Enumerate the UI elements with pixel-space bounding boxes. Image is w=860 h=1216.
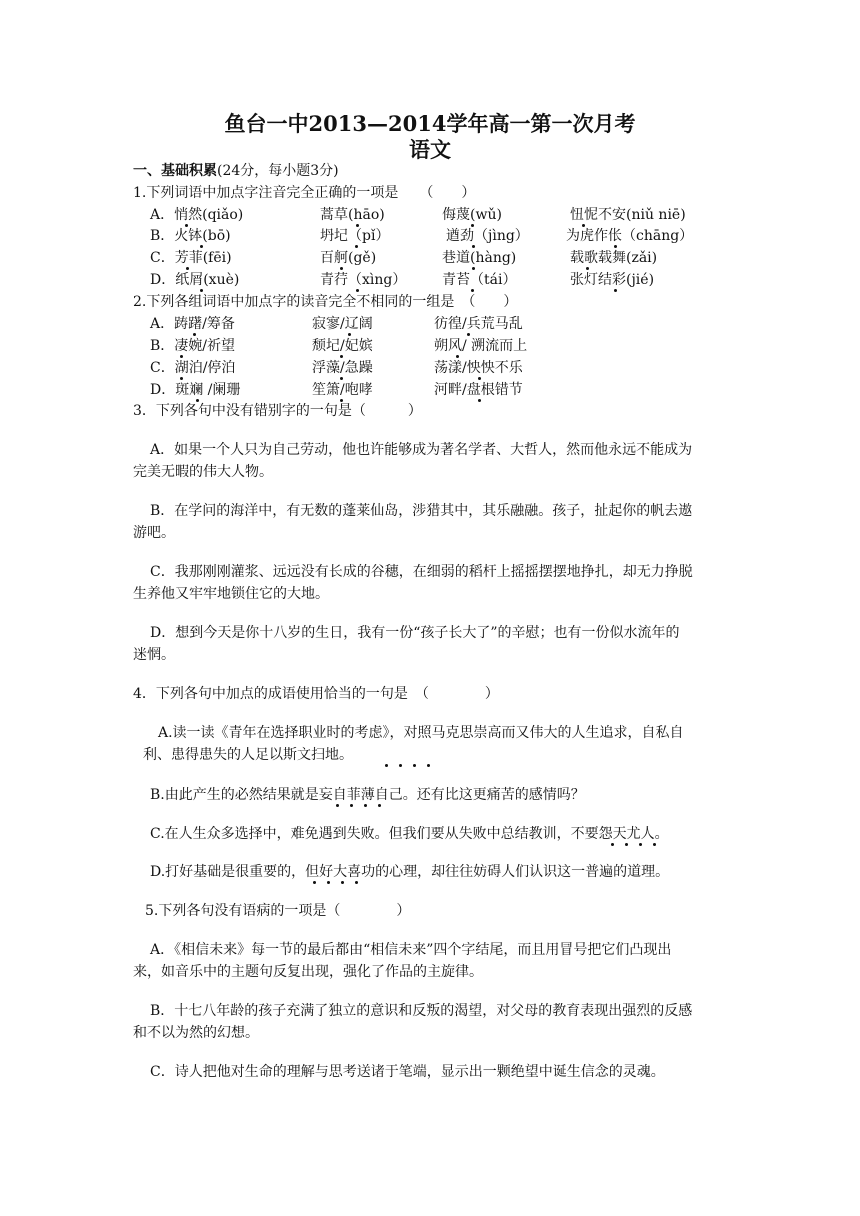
q2-a-3: 彷徨/兵荒马乱 bbox=[434, 316, 523, 332]
question-2-stem: 2.下列各组词语中加点字的读音完全不相同的一组是 （ ） bbox=[133, 294, 518, 310]
q1-d-4: 张灯结彩(jié) bbox=[570, 272, 655, 288]
emphasis-dot bbox=[341, 881, 344, 884]
q2-b-1: B．凄婉/祈望 bbox=[150, 338, 236, 354]
emphasis-dot bbox=[313, 881, 316, 884]
section-label: 一、基础积累 bbox=[133, 163, 217, 179]
emphasis-dot bbox=[467, 333, 470, 336]
emphasis-dot bbox=[582, 224, 585, 227]
emphasis-dot bbox=[625, 843, 628, 846]
q4-option-b: B.由此产生的必然结果就是妄自菲薄自己。还有比这更痛苦的感情吗？ bbox=[150, 787, 585, 803]
emphasis-dot bbox=[378, 804, 381, 807]
q2-d-3: 河畔/盘根错节 bbox=[434, 382, 523, 398]
emphasis-dot bbox=[611, 843, 614, 846]
emphasis-dot bbox=[180, 355, 183, 358]
q2-d-2: 笙箫/咆哮 bbox=[312, 382, 373, 398]
q3-option-b-line2: 游吧。 bbox=[133, 525, 175, 541]
q1-d-1: D．纸屑(xuè) bbox=[150, 272, 240, 288]
q2-a-2: 寂寥/辽阔 bbox=[312, 316, 373, 332]
emphasis-dot bbox=[180, 377, 183, 380]
q1-c-1: C．芳菲(fēi) bbox=[150, 250, 232, 266]
q2-d-1: D．斑斓 /阑珊 bbox=[150, 382, 241, 398]
emphasis-dot bbox=[427, 764, 430, 767]
q1-d-3: 青苔（tái） bbox=[442, 272, 517, 288]
section-heading bbox=[133, 161, 339, 181]
emphasis-dot bbox=[327, 881, 330, 884]
emphasis-dot bbox=[356, 224, 359, 227]
q3-option-d-line2: 迷惘。 bbox=[133, 647, 175, 663]
q1-d-2: 青荇（xìng） bbox=[320, 272, 407, 288]
emphasis-dot bbox=[364, 804, 367, 807]
emphasis-dot bbox=[385, 764, 388, 767]
emphasis-dot bbox=[653, 843, 656, 846]
q1-a-3: 侮蔑(wǔ) bbox=[442, 207, 502, 223]
q2-c-2: 浮藻/急躁 bbox=[312, 360, 373, 376]
emphasis-dot bbox=[355, 881, 358, 884]
q1-b-2: 坍圮（pǐ） bbox=[320, 228, 390, 244]
emphasis-dot bbox=[639, 843, 642, 846]
question-1-stem: 1.下列词语中加点字注音完全正确的一项是 （ ） bbox=[133, 185, 476, 201]
q4-option-a-line2: 利、患得患失的人足以斯文扫地。 bbox=[143, 747, 353, 763]
q4-option-d: D.打好基础是很重要的，但好大喜功的心理，却往往妨碍人们认识这一普遍的道理。 bbox=[150, 864, 670, 880]
emphasis-dot bbox=[614, 245, 617, 248]
q3-option-c-line2: 生养他又牢牢地锁住它的大地。 bbox=[133, 586, 329, 602]
q2-b-3: 朔风/ 溯流而上 bbox=[434, 338, 528, 354]
question-5-stem: 5.下列各句没有语病的一项是（ ） bbox=[145, 903, 411, 919]
emphasis-dot bbox=[185, 224, 188, 227]
emphasis-dot bbox=[340, 267, 343, 270]
q2-a-1: A．踌躇/筹备 bbox=[150, 316, 235, 332]
q3-option-a-line1: A．如果一个人只为自己劳动，他也许能够成为著名学者、大哲人，然而他永远不能成为 bbox=[150, 442, 693, 458]
q3-option-a-line2: 完美无暇的伟大人物。 bbox=[133, 464, 273, 480]
emphasis-dot bbox=[413, 764, 416, 767]
q1-c-2: 百舸(gě) bbox=[320, 250, 377, 266]
emphasis-dot bbox=[472, 267, 475, 270]
emphasis-dot bbox=[340, 355, 343, 358]
emphasis-dot bbox=[586, 267, 589, 270]
emphasis-dot bbox=[193, 333, 196, 336]
exam-title: 鱼台一中2013—2014学年高一第一次月考 bbox=[224, 111, 636, 136]
emphasis-dot bbox=[186, 267, 189, 270]
section-note: (24分，每小题3分) bbox=[217, 163, 339, 179]
question-4-stem: 4．下列各句中加点的成语使用恰当的一句是 （ ） bbox=[133, 686, 499, 702]
q4-option-a-line1: A.读一读《青年在选择职业时的考虑》，对照马克思崇高而又伟大的人生追求，自私自 bbox=[158, 725, 684, 741]
q5-option-c: C．诗人把他对生命的理解与思考送诸于笔端，显示出一颗绝望中诞生信念的灵魂。 bbox=[150, 1064, 665, 1080]
emphasis-dot bbox=[478, 377, 481, 380]
q2-c-1: C．湖泊/停泊 bbox=[150, 360, 236, 376]
q1-a-2: 蒿草(hāo) bbox=[320, 207, 385, 223]
q5-option-a-line2: 来，如音乐中的主题句反复出现，强化了作品的主旋律。 bbox=[133, 964, 483, 980]
emphasis-dot bbox=[200, 245, 203, 248]
q5-option-a-line1: A．《相信未来》每一节的最后都由“相信未来”四个字结尾，而且用冒号把它们凸现出 bbox=[150, 942, 672, 958]
emphasis-dot bbox=[456, 355, 459, 358]
q1-a-4: 忸怩不安(niǔ niē) bbox=[570, 207, 686, 223]
q1-b-1: B．火钵(bō) bbox=[150, 228, 231, 244]
emphasis-dot bbox=[350, 804, 353, 807]
q2-c-3: 荡漾/怏怏不乐 bbox=[434, 360, 523, 376]
q1-c-4: 载歌载舞(zǎi) bbox=[570, 250, 658, 266]
emphasis-dot bbox=[340, 377, 343, 380]
q5-option-b-line2: 和不以为然的幻想。 bbox=[133, 1025, 259, 1041]
q3-option-b-line1: B．在学问的海洋中，有无数的蓬莱仙岛，涉猎其中，其乐融融。孩子，扯起你的帆去遨 bbox=[150, 503, 693, 519]
emphasis-dot bbox=[478, 399, 481, 402]
q1-c-3: 巷道(hàng) bbox=[442, 250, 517, 266]
question-3-stem: 3．下列各句中没有错别字的一句是（ ） bbox=[133, 403, 422, 419]
q5-option-b-line1: B．十七八年龄的孩子充满了独立的意识和反叛的渴望，对父母的教育表现出强烈的反感 bbox=[150, 1003, 693, 1019]
emphasis-dot bbox=[348, 333, 351, 336]
q3-option-c-line1: C．我那刚刚灌浆、远远没有长成的谷穗，在细弱的稻杆上摇摇摆摆地挣扎，却无力挣脱 bbox=[150, 564, 693, 580]
emphasis-dot bbox=[472, 245, 475, 248]
q2-b-2: 颓圮/妃嫔 bbox=[312, 338, 373, 354]
q3-option-d-line1: D．想到今天是你十八岁的生日，我有一份“孩子长大了”的辛慰；也有一份似水流年的 bbox=[150, 625, 680, 641]
subject-title: 语文 bbox=[409, 137, 451, 162]
emphasis-dot bbox=[336, 804, 339, 807]
emphasis-dot bbox=[614, 289, 617, 292]
q1-a-1: A．悄然(qiǎo) bbox=[150, 207, 244, 223]
q1-b-4: 为虎作伥（chāng） bbox=[566, 228, 694, 244]
emphasis-dot bbox=[399, 764, 402, 767]
q1-b-3: 遒劲（jìng） bbox=[446, 228, 529, 244]
q4-option-c: C.在人生众多选择中，难免遇到失败。但我们要从失败中总结教训，不要怨天尤人。 bbox=[150, 826, 669, 842]
emphasis-dot bbox=[471, 224, 474, 227]
emphasis-dot bbox=[355, 245, 358, 248]
